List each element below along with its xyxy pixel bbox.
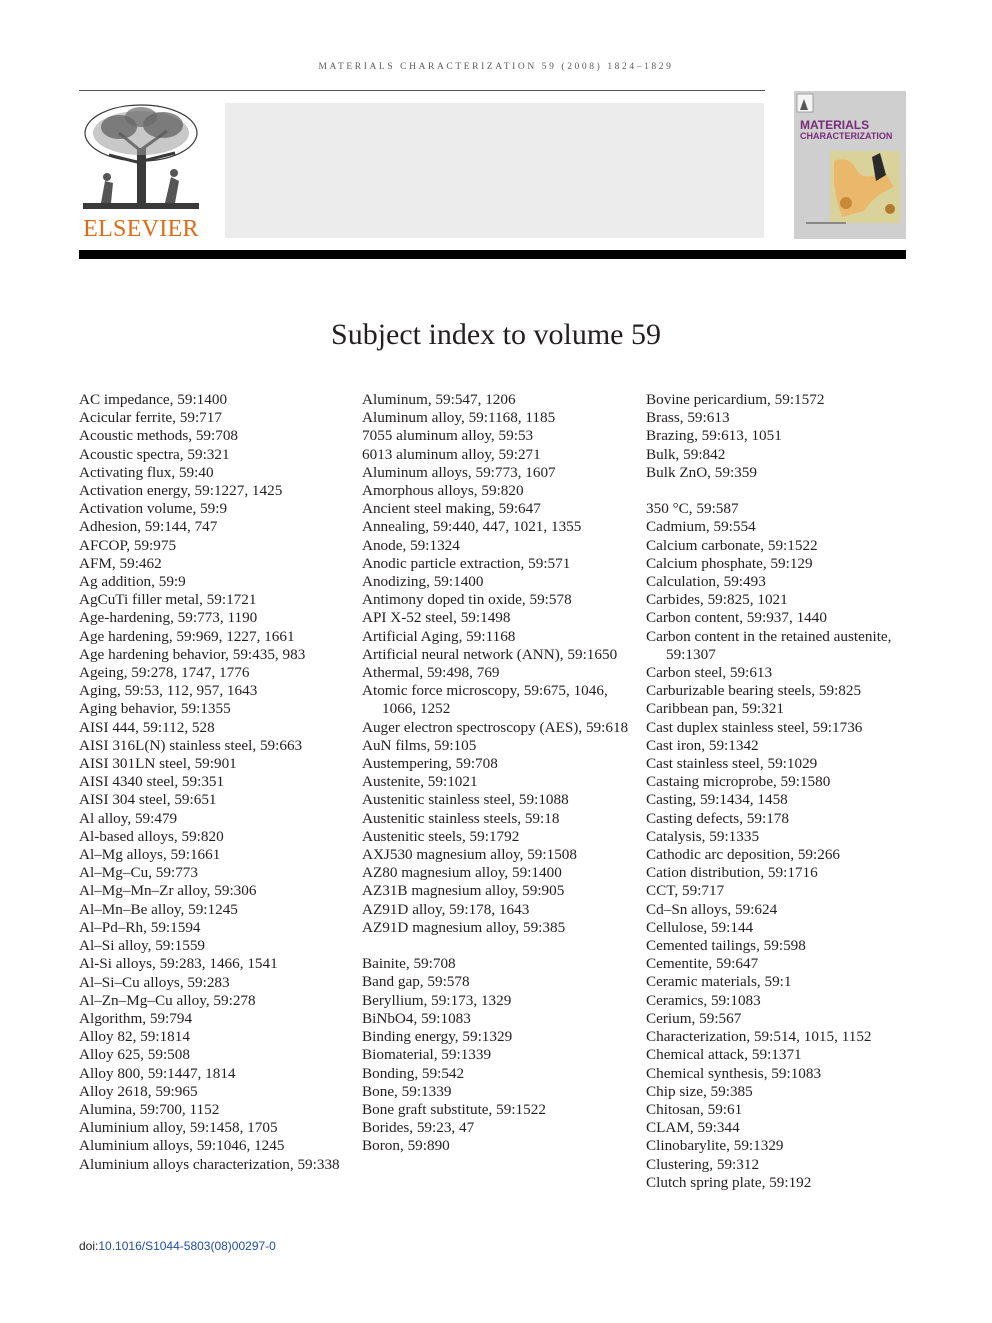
index-entry: AISI 4340 steel, 59:351 (79, 773, 225, 791)
index-entry: Activation energy, 59:1227, 1425 (79, 482, 283, 500)
index-entry: CLAM, 59:344 (646, 1119, 740, 1137)
index-entry: Casting, 59:1434, 1458 (646, 791, 788, 809)
index-entry: Cast stainless steel, 59:1029 (646, 755, 818, 773)
index-entry: Artificial neural network (ANN), 59:1650 (362, 645, 618, 663)
index-entry: Al-Si alloys, 59:283, 1466, 1541 (79, 955, 278, 973)
journal-banner-panel (225, 103, 764, 238)
index-entry: Al alloy, 59:479 (79, 809, 178, 827)
index-entry: Calculation, 59:493 (646, 573, 766, 591)
index-entry: CCT, 59:717 (646, 882, 725, 900)
index-entry: Artificial Aging, 59:1168 (362, 627, 516, 645)
publisher-logo (79, 103, 203, 241)
index-entry: Al–Si alloy, 59:1559 (79, 937, 206, 955)
index-entry: Clutch spring plate, 59:192 (646, 1173, 812, 1191)
index-entry: Aging, 59:53, 112, 957, 1643 (79, 682, 258, 700)
index-entry: Chitosan, 59:61 (646, 1100, 743, 1118)
index-entry: Antimony doped tin oxide, 59:578 (362, 591, 572, 609)
index-entry: Alloy 800, 59:1447, 1814 (79, 1064, 236, 1082)
index-entry: Cast duplex stainless steel, 59:1736 (646, 718, 863, 736)
index-entry: Age hardening behavior, 59:435, 983 (79, 645, 306, 663)
index-entry: Activation volume, 59:9 (79, 500, 228, 518)
index-entry: Austenitic steels, 59:1792 (362, 827, 520, 845)
index-entry: AZ91D magnesium alloy, 59:385 (362, 918, 566, 936)
index-entry: Calcium phosphate, 59:129 (646, 554, 813, 572)
index-entry: Caribbean pan, 59:321 (646, 700, 784, 718)
index-entry: Clinobarylite, 59:1329 (646, 1137, 784, 1155)
index-entry: Cation distribution, 59:1716 (646, 864, 818, 882)
cover-title: MATERIALS (800, 118, 870, 132)
index-entry: Al–Mg–Mn–Zr alloy, 59:306 (79, 882, 257, 900)
doi-prefix: doi: (79, 1239, 99, 1253)
index-entry: Anodic particle extraction, 59:571 (362, 554, 571, 572)
index-entry: AZ31B magnesium alloy, 59:905 (362, 882, 565, 900)
index-entry: Band gap, 59:578 (362, 973, 470, 991)
index-entry: Boron, 59:890 (362, 1137, 450, 1155)
index-entry: Carbon content in the retained austenite, 59:1307 (646, 627, 892, 663)
index-entry: AZ91D alloy, 59:178, 1643 (362, 900, 530, 918)
index-entry: AISI 304 steel, 59:651 (79, 791, 217, 809)
elsevier-wordmark: ELSEVIER (83, 216, 199, 242)
index-entry: Al–Si–Cu alloys, 59:283 (79, 973, 230, 991)
index-entry: Aging behavior, 59:1355 (79, 700, 231, 718)
index-entry: Brazing, 59:613, 1051 (646, 427, 782, 445)
index-entry: Austenite, 59:1021 (362, 773, 478, 791)
index-entry: Bainite, 59:708 (362, 955, 456, 973)
index-column-2 (362, 391, 637, 1156)
index-entry: Age-hardening, 59:773, 1190 (79, 609, 258, 627)
index-entry: Acoustic spectra, 59:321 (79, 445, 230, 463)
index-entry: Bulk, 59:842 (646, 445, 726, 463)
index-entry: API X-52 steel, 59:1498 (362, 609, 511, 627)
index-entry: Austenitic stainless steels, 59:18 (362, 809, 560, 827)
index-entry: AXJ530 magnesium alloy, 59:1508 (362, 846, 577, 864)
index-group-gap (362, 937, 637, 955)
index-entry: Chemical attack, 59:1371 (646, 1046, 802, 1064)
index-entry: Alloy 82, 59:1814 (79, 1028, 190, 1046)
index-entry: Aluminium alloys characterization, 59:338 (79, 1155, 340, 1173)
index-entry: AISI 444, 59:112, 528 (79, 718, 215, 736)
index-entry: Bovine pericardium, 59:1572 (646, 391, 825, 408)
index-entry: Chemical synthesis, 59:1083 (646, 1064, 822, 1082)
index-entry: Austenitic stainless steel, 59:1088 (362, 791, 569, 809)
index-entry: Auger electron spectroscopy (AES), 59:618 (362, 718, 629, 736)
index-entry: Characterization, 59:514, 1015, 1152 (646, 1028, 872, 1046)
index-entry: Chip size, 59:385 (646, 1082, 753, 1100)
index-entry: Alumina, 59:700, 1152 (79, 1100, 220, 1118)
index-entry: Acicular ferrite, 59:717 (79, 409, 222, 427)
index-entry: Carbon content, 59:937, 1440 (646, 609, 827, 627)
index-entry: Athermal, 59:498, 769 (362, 664, 500, 682)
index-entry: AFCOP, 59:975 (79, 536, 177, 554)
index-entry: Cd–Sn alloys, 59:624 (646, 900, 778, 918)
index-entry: Borides, 59:23, 47 (362, 1119, 475, 1137)
index-entry: Cadmium, 59:554 (646, 518, 756, 536)
index-entry: Carburizable bearing steels, 59:825 (646, 682, 862, 700)
index-entry: Cemented tailings, 59:598 (646, 937, 806, 955)
index-entry: Clustering, 59:312 (646, 1155, 760, 1173)
index-entry: Annealing, 59:440, 447, 1021, 1355 (362, 518, 582, 536)
index-entry: Austempering, 59:708 (362, 755, 498, 773)
index-entry: Ancient steel making, 59:647 (362, 500, 541, 518)
index-entry: 7055 aluminum alloy, 59:53 (362, 427, 534, 445)
running-head: MATERIALS CHARACTERIZATION 59 (2008) 1824–1829 (318, 62, 674, 72)
index-entry: Al–Mn–Be alloy, 59:1245 (79, 900, 238, 918)
journal-cover-thumbnail (794, 91, 906, 239)
index-entry: 6013 aluminum alloy, 59:271 (362, 445, 541, 463)
index-entry: Cast iron, 59:1342 (646, 736, 759, 754)
cover-art-icon (794, 91, 906, 239)
index-entry: AuN films, 59:105 (362, 736, 477, 754)
index-entry: Aluminum alloy, 59:1168, 1185 (362, 409, 556, 427)
doi-link[interactable]: 10.1016/S1044-5803(08)00297-0 (98, 1239, 276, 1253)
index-entry: Calcium carbonate, 59:1522 (646, 536, 818, 554)
index-entry: Aluminium alloys, 59:1046, 1245 (79, 1137, 285, 1155)
index-entry: AC impedance, 59:1400 (79, 391, 228, 408)
index-entry: Aluminum, 59:547, 1206 (362, 391, 516, 408)
index-group-gap (646, 482, 916, 500)
index-entry: Carbon steel, 59:613 (646, 664, 773, 682)
index-entry: AFM, 59:462 (79, 554, 162, 572)
doi-line (79, 1239, 276, 1253)
index-entry: Alloy 625, 59:508 (79, 1046, 190, 1064)
index-entry: Catalysis, 59:1335 (646, 827, 760, 845)
index-entry: Casting defects, 59:178 (646, 809, 789, 827)
index-entry: Cellulose, 59:144 (646, 918, 754, 936)
index-entry: Bulk ZnO, 59:359 (646, 463, 757, 481)
index-entry: Al-based alloys, 59:820 (79, 827, 224, 845)
index-entry: Al–Mg alloys, 59:1661 (79, 846, 221, 864)
page-title: Subject index to volume 59 (331, 318, 661, 351)
index-entry: Age hardening, 59:969, 1227, 1661 (79, 627, 295, 645)
header-thick-rule (79, 250, 906, 259)
tree-logo-icon (79, 103, 203, 215)
index-entry: Castaing microprobe, 59:1580 (646, 773, 831, 791)
index-entry: AgCuTi filler metal, 59:1721 (79, 591, 257, 609)
index-entry: AISI 316L(N) stainless steel, 59:663 (79, 736, 303, 754)
index-entry: 350 °C, 59:587 (646, 500, 739, 518)
index-entry: BiNbO4, 59:1083 (362, 1009, 471, 1027)
index-entry: Algorithm, 59:794 (79, 1009, 193, 1027)
index-entry: Acoustic methods, 59:708 (79, 427, 239, 445)
index-entry: Cerium, 59:567 (646, 1009, 742, 1027)
index-entry: Atomic force microscopy, 59:675, 1046, 1066, 1252 (362, 682, 608, 718)
index-entry: Ceramic materials, 59:1 (646, 973, 792, 991)
cover-subtitle: CHARACTERIZATION (800, 131, 893, 141)
index-entry: Bone, 59:1339 (362, 1082, 452, 1100)
index-entry: Anode, 59:1324 (362, 536, 460, 554)
index-entry: Binding energy, 59:1329 (362, 1028, 513, 1046)
index-entry: Brass, 59:613 (646, 409, 730, 427)
index-entry: Aluminium alloy, 59:1458, 1705 (79, 1119, 278, 1137)
index-entry: Al–Pd–Rh, 59:1594 (79, 918, 201, 936)
index-entry: Bone graft substitute, 59:1522 (362, 1100, 546, 1118)
index-entry: Adhesion, 59:144, 747 (79, 518, 218, 536)
index-entry: Ceramics, 59:1083 (646, 991, 761, 1009)
index-entry: Amorphous alloys, 59:820 (362, 482, 524, 500)
top-rule (79, 90, 765, 91)
index-entry: Beryllium, 59:173, 1329 (362, 991, 512, 1009)
index-entry: Al–Mg–Cu, 59:773 (79, 864, 198, 882)
index-entry: Carbides, 59:825, 1021 (646, 591, 788, 609)
index-column-1 (79, 391, 354, 1174)
index-entry: Bonding, 59:542 (362, 1064, 465, 1082)
index-entry: Cementite, 59:647 (646, 955, 759, 973)
index-entry: Aluminum alloys, 59:773, 1607 (362, 463, 556, 481)
index-column-3 (646, 391, 916, 1192)
index-entry: Al–Zn–Mg–Cu alloy, 59:278 (79, 991, 256, 1009)
index-entry: Alloy 2618, 59:965 (79, 1082, 198, 1100)
index-entry: Biomaterial, 59:1339 (362, 1046, 492, 1064)
index-entry: Anodizing, 59:1400 (362, 573, 484, 591)
index-entry: AZ80 magnesium alloy, 59:1400 (362, 864, 562, 882)
index-entry: AISI 301LN steel, 59:901 (79, 755, 237, 773)
index-entry: Activating flux, 59:40 (79, 463, 214, 481)
index-entry: Ageing, 59:278, 1747, 1776 (79, 664, 250, 682)
index-entry: Ag addition, 59:9 (79, 573, 186, 591)
index-entry: Cathodic arc deposition, 59:266 (646, 846, 841, 864)
